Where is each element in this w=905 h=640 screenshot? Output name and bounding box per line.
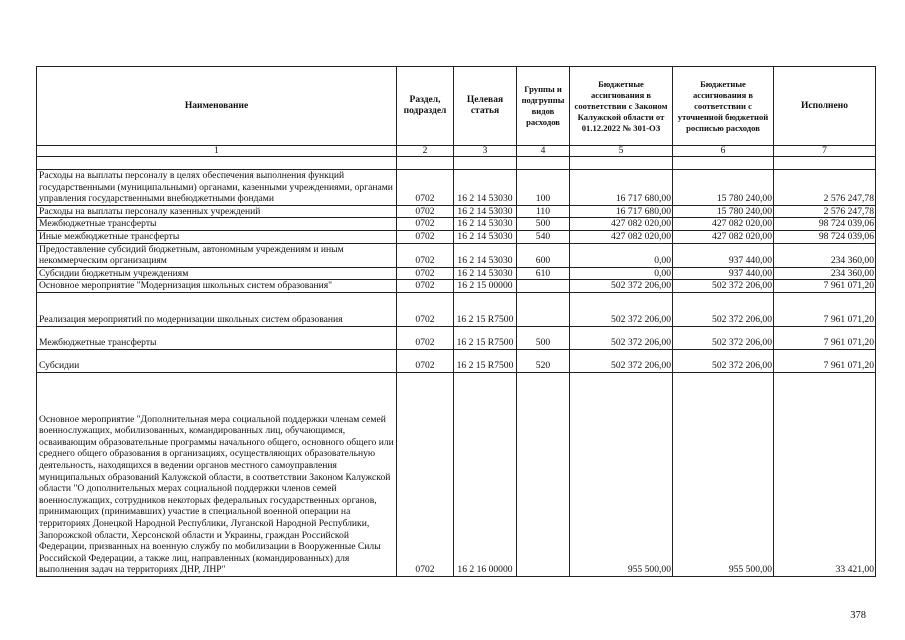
- row-group: 600: [517, 243, 570, 267]
- header-section: Раздел, подраздел: [397, 67, 454, 146]
- row-group: 540: [517, 230, 570, 243]
- row-name: Межбюджетные трансферты: [37, 218, 397, 231]
- table-row: [37, 205, 876, 218]
- row-target: 16 2 14 53030: [454, 230, 517, 243]
- row-name: Расходы на выплаты персоналу казенных учреждений: [37, 205, 397, 218]
- table-row: [37, 230, 876, 243]
- row-name: Иные межбюджетные трансферты: [37, 230, 397, 243]
- row-law: 16 717 680,00: [570, 170, 673, 206]
- row-target: 16 2 15 R7500: [454, 326, 517, 349]
- column-number-row: [37, 146, 876, 157]
- header-groups: Группы и подгруппы видов расходов: [517, 67, 570, 146]
- row-executed: 7 961 071,20: [774, 292, 876, 326]
- row-target: 16 2 15 00000: [454, 280, 517, 293]
- row-executed: 2 576 247,78: [774, 205, 876, 218]
- header-target: Целевая статья: [454, 67, 517, 146]
- row-target: 16 2 14 53030: [454, 267, 517, 280]
- table-row: [37, 218, 876, 231]
- row-target: 16 2 14 53030: [454, 170, 517, 206]
- header-budget-updated: Бюджетные ассигнования в соответствии с уточненной бюджетной росписью расходов: [673, 67, 774, 146]
- table-row: [37, 372, 876, 576]
- header-name: Наименование: [37, 67, 397, 146]
- row-updated: 427 082 020,00: [673, 218, 774, 231]
- column-number: 6: [673, 146, 774, 157]
- row-target: 16 2 16 00000: [454, 372, 517, 576]
- table-row: [37, 292, 876, 326]
- row-name: Основное мероприятие "Дополнительная мера социальной поддержки членам семей военнослужащих, мобилизованных, командированных лиц, обучающимся, осваивающим образовательные программы начального общего, основного общего или среднего общего образования в организациях, осуществляющих образовательную деятельность, находящихся в ведении органов местного самоуправления муниципальных образований Калужской области, в соответствии Законом Калужской области "О дополнительных мерах социальной поддержки членов семей военнослужащих, сотрудников некоторых федеральных государственных органов, принимающих (принимавших) участие в специальной военной операции на территориях Донецкой Народной Республики, Луганской Народной Республики, Запорожской области, Херсонской области и Украины, граждан Российской Федерации, призванных на военную службу по мобилизации в Вооруженные Силы Российской Федерации, а также лиц, направленных (командированных) для выполнения задач на территориях ДНР, ЛНР": [37, 372, 397, 576]
- row-law: 0,00: [570, 267, 673, 280]
- row-section: 0702: [397, 267, 454, 280]
- table-row: [37, 243, 876, 267]
- row-name: Межбюджетные трансферты: [37, 326, 397, 349]
- column-number: 1: [37, 146, 397, 157]
- row-law: 0,00: [570, 243, 673, 267]
- row-group: 500: [517, 326, 570, 349]
- row-executed: 234 360,00: [774, 267, 876, 280]
- row-updated: 15 780 240,00: [673, 205, 774, 218]
- row-section: 0702: [397, 292, 454, 326]
- row-group: 110: [517, 205, 570, 218]
- column-number: 5: [570, 146, 673, 157]
- table-row: [37, 326, 876, 349]
- row-section: 0702: [397, 280, 454, 293]
- row-group: 610: [517, 267, 570, 280]
- row-executed: 2 576 247,78: [774, 170, 876, 206]
- table-row: [37, 280, 876, 293]
- row-section: 0702: [397, 170, 454, 206]
- row-executed: 98 724 039,06: [774, 218, 876, 231]
- row-name: Предоставление субсидий бюджетным, автономным учреждениям и иным некоммерческим организациям: [37, 243, 397, 267]
- row-name: Субсидии: [37, 349, 397, 372]
- header-executed: Исполнено: [774, 67, 876, 146]
- row-updated: 502 372 206,00: [673, 280, 774, 293]
- column-number: 3: [454, 146, 517, 157]
- column-number: 2: [397, 146, 454, 157]
- row-target: 16 2 14 53030: [454, 205, 517, 218]
- row-section: 0702: [397, 230, 454, 243]
- row-updated: 502 372 206,00: [673, 292, 774, 326]
- row-law: 427 082 020,00: [570, 230, 673, 243]
- row-section: 0702: [397, 326, 454, 349]
- row-law: 502 372 206,00: [570, 292, 673, 326]
- budget-table: [36, 66, 876, 577]
- row-group: 520: [517, 349, 570, 372]
- row-group: [517, 372, 570, 576]
- row-updated: 937 440,00: [673, 243, 774, 267]
- row-name: Реализация мероприятий по модернизации школьных систем образования: [37, 292, 397, 326]
- row-target: 16 2 14 53030: [454, 218, 517, 231]
- row-group: 500: [517, 218, 570, 231]
- column-number: 7: [774, 146, 876, 157]
- row-law: 502 372 206,00: [570, 280, 673, 293]
- column-number: 4: [517, 146, 570, 157]
- header-row: [37, 67, 876, 146]
- row-executed: 98 724 039,06: [774, 230, 876, 243]
- row-executed: 7 961 071,20: [774, 280, 876, 293]
- row-law: 502 372 206,00: [570, 326, 673, 349]
- page-number: 378: [850, 610, 866, 621]
- table-row: [37, 170, 876, 206]
- row-law: 955 500,00: [570, 372, 673, 576]
- row-name: Субсидии бюджетным учреждениям: [37, 267, 397, 280]
- header-budget-law: Бюджетные ассигнования в соответствии с Законом Калужской области от 01.12.2022 № 301-ОЗ: [570, 67, 673, 146]
- row-updated: 427 082 020,00: [673, 230, 774, 243]
- row-updated: 502 372 206,00: [673, 326, 774, 349]
- spacer-row: [37, 157, 876, 170]
- row-target: 16 2 15 R7500: [454, 292, 517, 326]
- row-section: 0702: [397, 243, 454, 267]
- row-name: Основное мероприятие "Модернизация школьных систем образования": [37, 280, 397, 293]
- table-row: [37, 349, 876, 372]
- row-target: 16 2 15 R7500: [454, 349, 517, 372]
- row-updated: 955 500,00: [673, 372, 774, 576]
- row-section: 0702: [397, 349, 454, 372]
- row-executed: 7 961 071,20: [774, 349, 876, 372]
- row-name: Расходы на выплаты персоналу в целях обеспечения выполнения функций государственными (муниципальными) органами, казенными учреждениями, органами управления государственными внебюджетными фондами: [37, 170, 397, 206]
- row-updated: 937 440,00: [673, 267, 774, 280]
- row-section: 0702: [397, 218, 454, 231]
- table-row: [37, 267, 876, 280]
- row-group: [517, 292, 570, 326]
- row-executed: 234 360,00: [774, 243, 876, 267]
- row-group: 100: [517, 170, 570, 206]
- row-section: 0702: [397, 372, 454, 576]
- row-target: 16 2 14 53030: [454, 243, 517, 267]
- row-executed: 7 961 071,20: [774, 326, 876, 349]
- row-law: 16 717 680,00: [570, 205, 673, 218]
- row-law: 427 082 020,00: [570, 218, 673, 231]
- row-group: [517, 280, 570, 293]
- row-executed: 33 421,00: [774, 372, 876, 576]
- row-section: 0702: [397, 205, 454, 218]
- row-law: 502 372 206,00: [570, 349, 673, 372]
- row-updated: 502 372 206,00: [673, 349, 774, 372]
- row-updated: 15 780 240,00: [673, 170, 774, 206]
